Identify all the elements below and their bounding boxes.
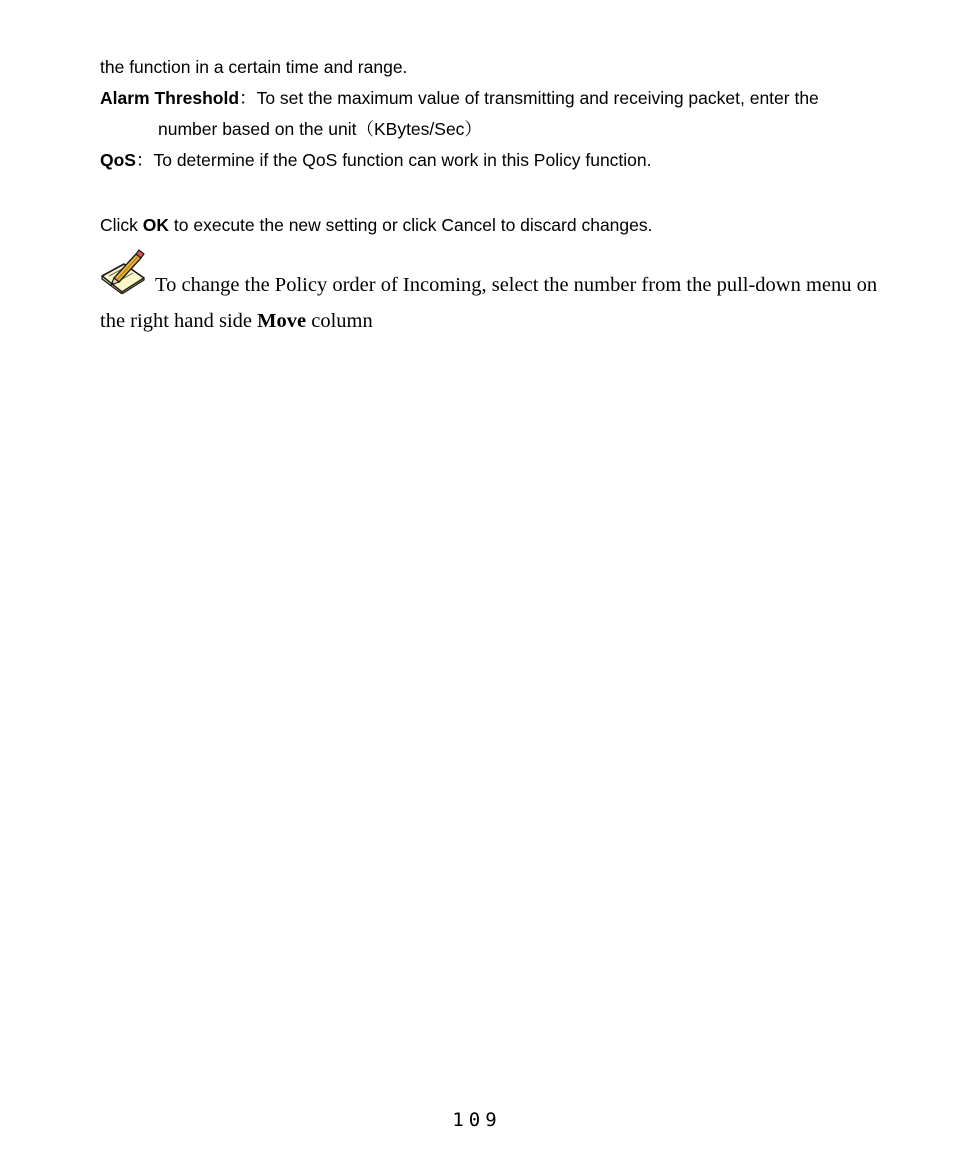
move-column-label: Move	[257, 310, 307, 332]
note-line1: To change the Policy order of Incoming, select the number from the pull-down menu on	[155, 274, 878, 296]
note-pencil-icon	[100, 248, 146, 294]
click-ok-suffix: to execute the new setting or click Cancel to discard changes.	[169, 215, 653, 235]
qos-line	[100, 150, 652, 170]
click-ok-prefix: Click	[100, 215, 143, 235]
qos-description: To determine if the QoS function can work in this Policy function.	[153, 150, 652, 170]
alarm-threshold-term: Alarm Threshold	[100, 88, 240, 108]
note-line2-suffix: column	[306, 310, 373, 332]
qos-separator: ：	[135, 150, 154, 170]
alarm-threshold-separator: ：	[239, 88, 257, 108]
alarm-threshold-line1	[100, 88, 819, 108]
note-line2	[100, 309, 373, 333]
continuation-text: the function in a certain time and range.	[100, 57, 408, 77]
ok-label: OK	[142, 215, 170, 235]
click-ok-line	[100, 215, 653, 235]
qos-term: QoS	[100, 150, 136, 170]
alarm-threshold-description: To set the maximum value of transmitting and receiving packet, enter the	[256, 88, 819, 108]
page-number: 109	[452, 1109, 502, 1131]
alarm-threshold-line2: number based on the unit（KBytes/Sec）	[158, 119, 482, 139]
note-line2-prefix: the right hand side	[100, 310, 258, 332]
